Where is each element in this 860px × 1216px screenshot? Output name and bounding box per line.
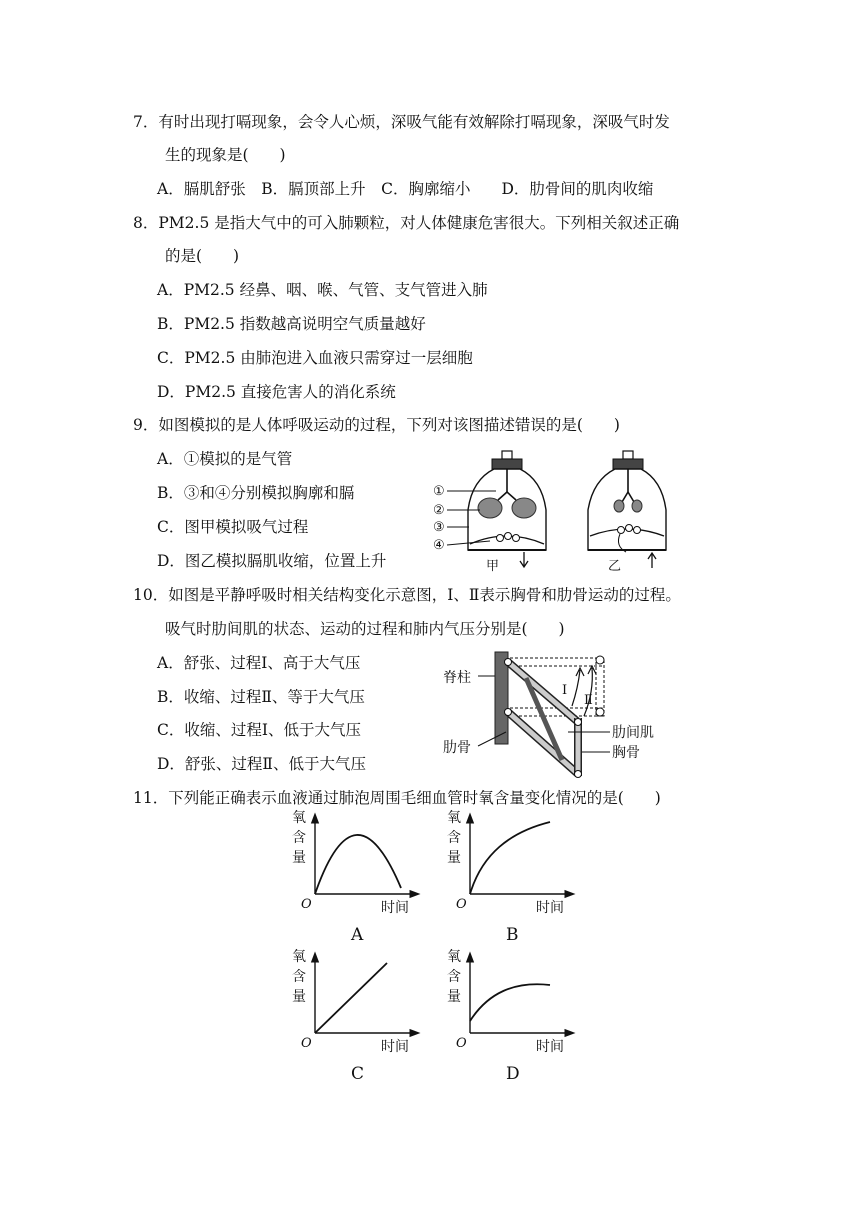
- y-axis-label: 量: [292, 850, 306, 866]
- arrow-down-icon: [520, 552, 528, 567]
- label-sternum: 胸骨: [612, 745, 640, 761]
- oxygen-graphs: [280, 812, 580, 1097]
- q8-option-a: A．PM2.5 经鼻、咽、喉、气管、支气管进入肺: [157, 281, 488, 299]
- q10-option-d: D．舒张、过程Ⅱ、低于大气压: [157, 755, 366, 773]
- y-axis-label: 含: [292, 969, 306, 985]
- q7-stem-line2: 生的现象是( ): [165, 146, 286, 164]
- graph-a: [292, 810, 415, 945]
- y-axis-label: 含: [292, 830, 306, 846]
- q9-stem: 9．如图模拟的是人体呼吸运动的过程，下列对该图描述错误的是( ): [133, 416, 620, 434]
- graph-letter: C: [351, 1064, 365, 1084]
- graph-letter: B: [506, 925, 519, 945]
- label-spine: 脊柱: [443, 670, 471, 686]
- graph-c: [292, 949, 415, 1084]
- origin-label: O: [456, 897, 467, 912]
- q9-option-d: D．图乙模拟膈肌收缩，位置上升: [157, 552, 387, 570]
- jar-callouts: [433, 484, 499, 574]
- spine-bar: [495, 652, 508, 744]
- y-axis-label: 含: [447, 830, 461, 846]
- y-axis-label: 氧: [292, 949, 306, 965]
- label-rib: 肋骨: [443, 740, 471, 756]
- y-axis-label: 量: [447, 850, 461, 866]
- graph-b: [447, 810, 570, 945]
- origin-label: O: [301, 897, 312, 912]
- q10-stem-line1: 10．如图是平静呼吸时相关结构变化示意图，Ⅰ、Ⅱ表示胸骨和肋骨运动的过程。: [133, 586, 681, 604]
- q8-option-c: C．PM2.5 由肺泡进入血液只需穿过一层细胞: [157, 349, 473, 367]
- y-axis-label: 量: [292, 989, 306, 1005]
- oxygen-curve: [315, 835, 401, 894]
- q10-option-b: B．收缩、过程Ⅱ、等于大气压: [157, 688, 365, 706]
- q9-option-a: A．①模拟的是气管: [157, 450, 293, 468]
- y-axis-label: 氧: [292, 810, 306, 826]
- q8-stem-line2: 的是( ): [165, 247, 240, 265]
- q9-option-b: B．③和④分别模拟胸廓和膈: [157, 484, 355, 502]
- q10-stem-line2: 吸气时肋间肌的状态、运动的过程和肺内气压分别是( ): [165, 620, 565, 638]
- q8-option-b: B．PM2.5 指数越高说明空气质量越好: [157, 315, 426, 333]
- label-process-1: Ⅰ: [562, 683, 568, 698]
- balloon-lung-left: [478, 498, 502, 518]
- graph-letter: A: [351, 925, 364, 945]
- label-yi: 乙: [608, 559, 622, 574]
- y-axis-label: 含: [447, 969, 461, 985]
- arrow-up-icon: [648, 553, 656, 568]
- oxygen-curve: [470, 822, 550, 894]
- graph-d: [447, 949, 570, 1084]
- q10-option-c: C．收缩、过程Ⅰ、低于大气压: [157, 721, 361, 739]
- label-intercostal: 肋间肌: [612, 725, 654, 741]
- q8-option-d: D．PM2.5 直接危害人的消化系统: [157, 383, 396, 401]
- oxygen-curve: [315, 963, 387, 1033]
- label-1: ①: [433, 484, 445, 499]
- bell-jar-yi: [588, 451, 666, 574]
- x-axis-label: 时间: [536, 900, 564, 916]
- bell-jar-figure: [430, 448, 670, 576]
- label-4: ④: [433, 538, 445, 553]
- label-process-2: Ⅱ: [584, 693, 593, 708]
- y-axis-label: 氧: [447, 810, 461, 826]
- origin-label: O: [301, 1036, 312, 1051]
- label-3: ③: [433, 520, 445, 535]
- rib-movement-figure: [440, 648, 670, 786]
- q10-option-a: A．舒张、过程Ⅰ、高于大气压: [157, 654, 361, 672]
- x-axis-label: 时间: [381, 1039, 409, 1055]
- y-axis-label: 氧: [447, 949, 461, 965]
- q9-option-c: C．图甲模拟吸气过程: [157, 518, 309, 536]
- oxygen-curve: [470, 984, 550, 1021]
- q11-stem: 11．下列能正确表示血液通过肺泡周围毛细血管时氧含量变化情况的是( ): [133, 789, 661, 807]
- q7-stem-line1: 7．有时出现打嗝现象，会令人心烦，深吸气能有效解除打嗝现象，深吸气时发: [133, 113, 670, 131]
- x-axis-label: 时间: [536, 1039, 564, 1055]
- graph-letter: D: [506, 1064, 520, 1084]
- x-axis-label: 时间: [381, 900, 409, 916]
- balloon-lung-right: [512, 498, 536, 518]
- origin-label: O: [456, 1036, 467, 1051]
- y-axis-label: 量: [447, 989, 461, 1005]
- bell-jar-jia: [468, 451, 546, 567]
- label-2: ②: [433, 503, 445, 518]
- q7-options: A．膈肌舒张 B．膈顶部上升 C．胸廓缩小 D．肋骨间的肌肉收缩: [157, 180, 654, 198]
- q8-stem-line1: 8．PM2.5 是指大气中的可入肺颗粒，对人体健康危害很大。下列相关叙述正确: [133, 214, 680, 232]
- label-jia: 甲: [486, 559, 500, 574]
